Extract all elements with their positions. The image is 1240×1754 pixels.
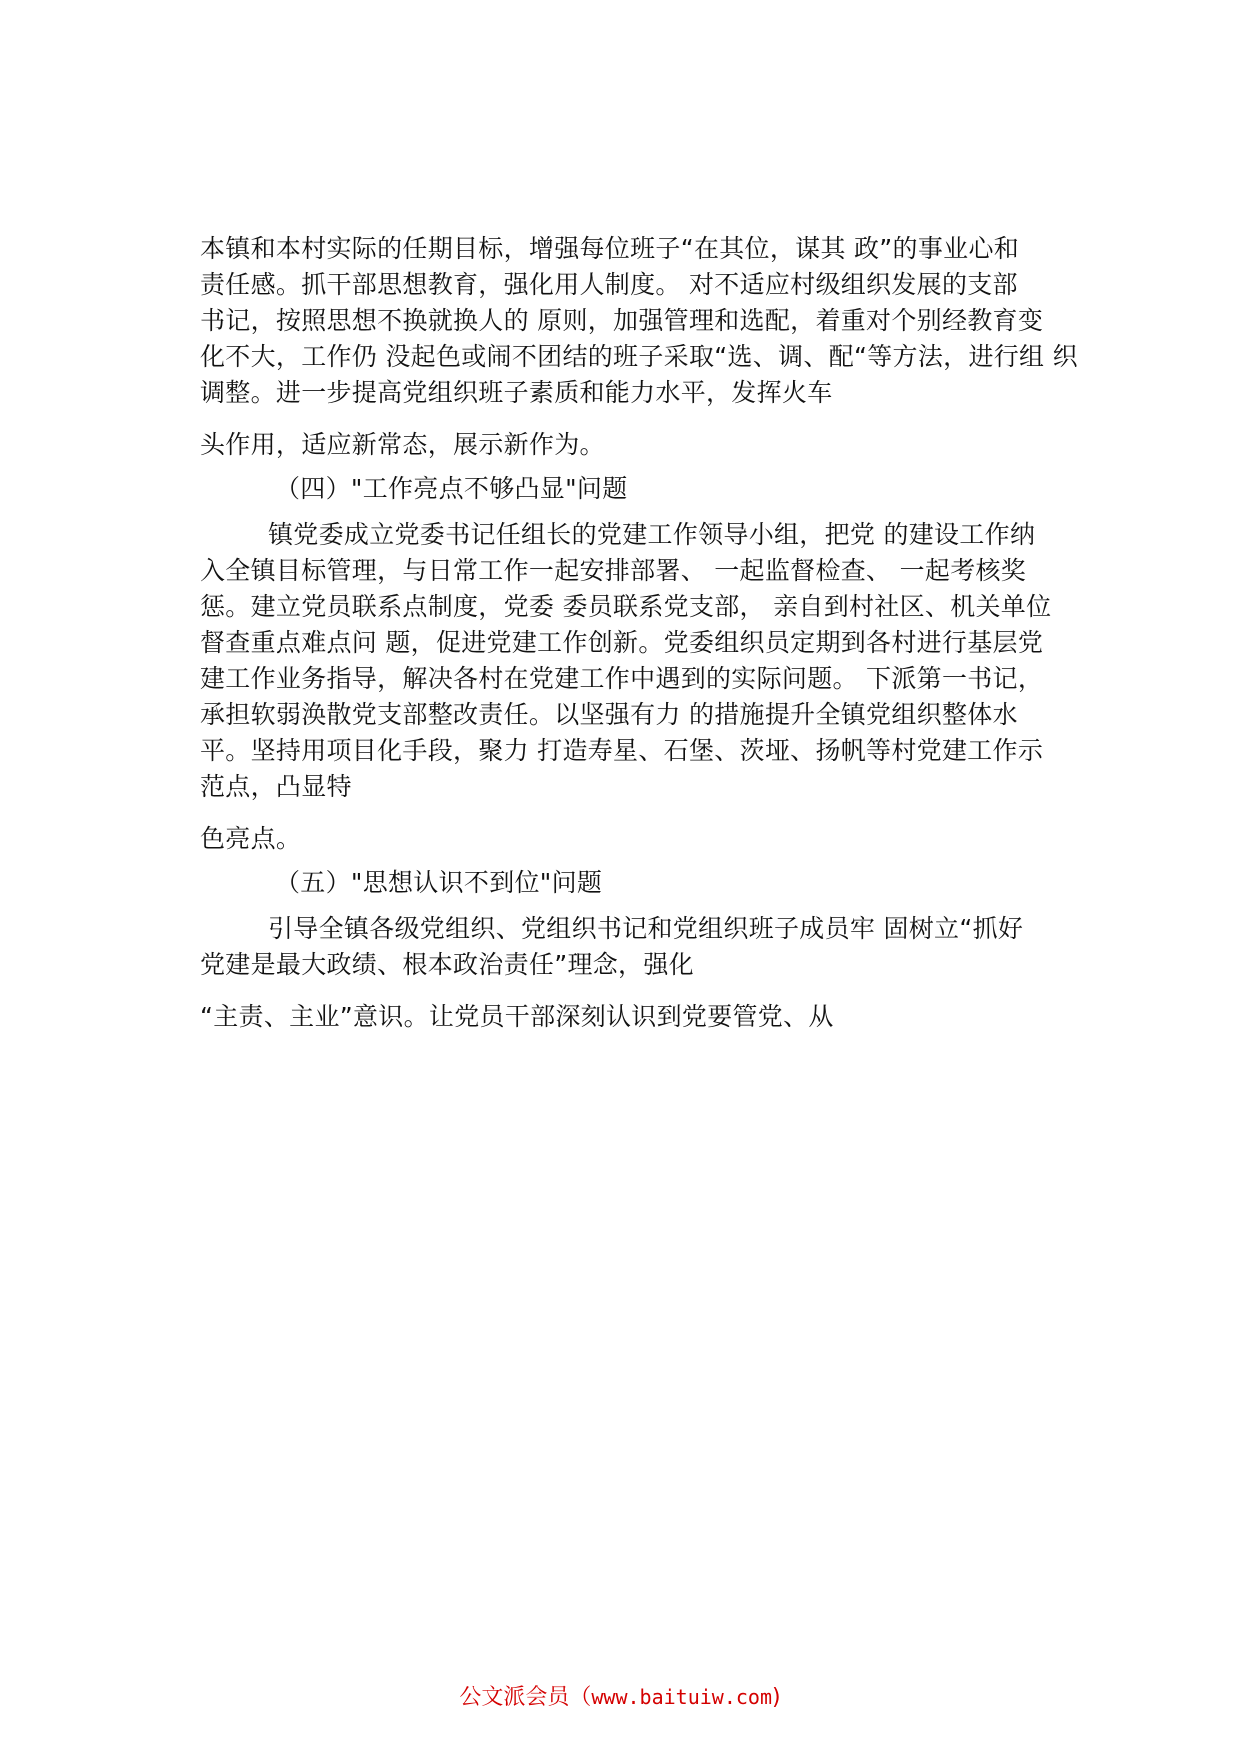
paragraph-start: 引导全镇各级党组织、党组织书记和党组织班子成员牢 固树立“抓好: [268, 914, 1024, 943]
footer-brand: 公文派会员（: [459, 1685, 592, 1710]
footer-close: ): [772, 1685, 781, 1710]
body-line: 平。坚持用项目化手段，聚力 打造寿星、石堡、茨垭、扬帆等村党建工作示: [200, 736, 1044, 765]
body-line: 建工作业务指导，解决各村在党建工作中遇到的实际问题。 下派第一书记，: [200, 664, 1044, 693]
body-line: 惩。建立党员联系点制度，党委 委员联系党支部， 亲自到村社区、机关单位: [200, 592, 1052, 621]
body-line: 党建是最大政绩、根本政治责任”理念，强化: [200, 950, 694, 979]
footer-watermark: [0, 1682, 1240, 1713]
body-line: 色亮点。: [200, 824, 302, 853]
body-line: 本镇和本村实际的任期目标，增强每位班子“在其位，谋其 政”的事业心和: [200, 234, 1020, 263]
body-line: 化不大，工作仍 没起色或闹不团结的班子采取“选、调、配“等方法，进行组 织: [200, 342, 1078, 371]
body-line: 责任感。抓干部思想教育，强化用人制度。 对不适应村级组织发展的支部: [200, 270, 1018, 299]
body-line: 督查重点难点问 题，促进党建工作创新。党委组织员定期到各村进行基层党: [200, 628, 1044, 657]
body-line: 书记，按照思想不换就换人的 原则，加强管理和选配，着重对个别经教育变: [200, 306, 1044, 335]
body-line: 范点，凸显特: [200, 772, 352, 801]
paragraph-start: 镇党委成立党委书记任组长的党建工作领导小组，把党 的建设工作纳: [268, 520, 1036, 549]
body-line: 入全镇目标管理，与日常工作一起安排部署、 一起监督检查、 一起考核奖: [200, 556, 1027, 585]
body-line: “主责、主业”意识。让党员干部深刻认识到党要管党、从: [200, 1002, 834, 1031]
body-line: 调整。进一步提高党组织班子素质和能力水平，发挥火车: [200, 378, 833, 407]
body-line: 头作用，适应新常态，展示新作为。: [200, 430, 605, 459]
body-line: 承担软弱涣散党支部整改责任。以坚强有力 的措施提升全镇党组织整体水: [200, 700, 1018, 729]
footer-site-link[interactable]: www.baituiw.com: [591, 1685, 773, 1709]
section-heading: （五）"思想认识不到位"问题: [275, 868, 603, 897]
section-heading: （四）"工作亮点不够凸显"问题: [275, 474, 628, 503]
